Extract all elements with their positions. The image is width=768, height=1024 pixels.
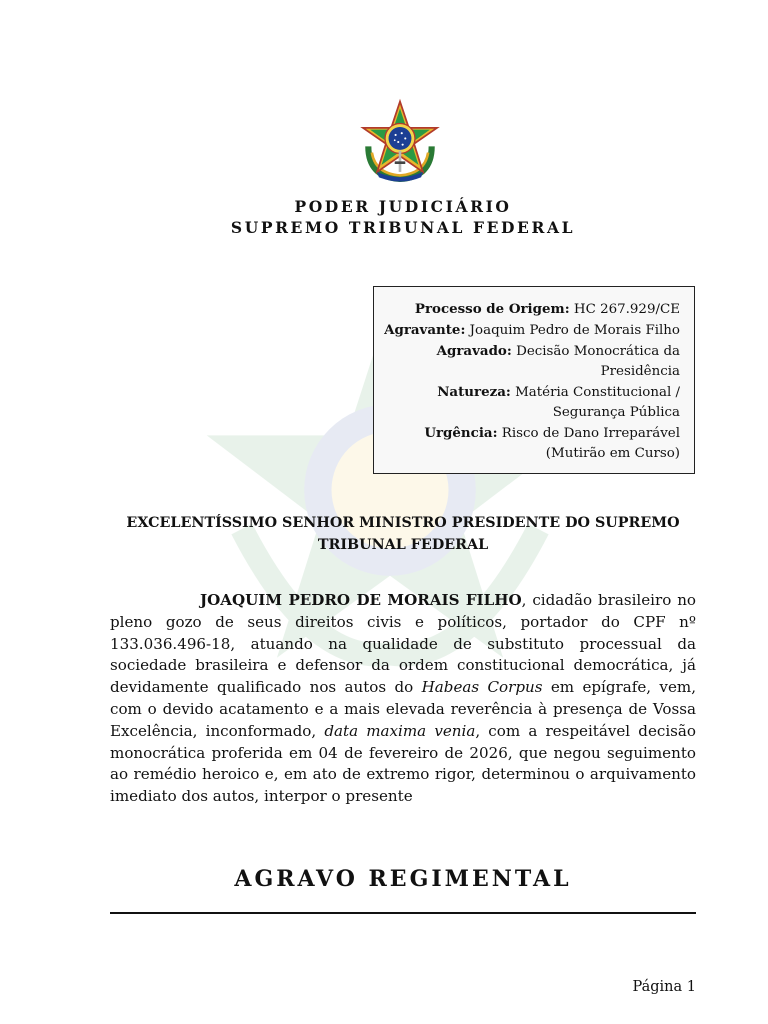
meta-natureza-row <box>384 382 680 403</box>
meta-agravado-row <box>384 341 680 362</box>
process-metadata-box <box>373 286 695 474</box>
meta-agravado-value-cont: Presidência <box>600 364 680 379</box>
meta-agravante-label: Agravante: <box>384 322 466 338</box>
meta-agravante-row <box>384 320 680 341</box>
meta-natureza-value: Matéria Constitucional / <box>515 385 680 400</box>
body-paragraph <box>110 590 696 808</box>
meta-agravado-value: Decisão Monocrática da <box>516 344 680 359</box>
petitioner-name: JOAQUIM PEDRO DE MORAIS FILHO <box>200 591 522 609</box>
body-text-1: , cidadão brasileiro no pleno gozo de seus direitos civis e políticos, portador do CPF nº 133.036.496-18, atuando na qualidade de substituto processual da sociedade brasileira e defensor da ordem constitucional democrática, já devidamente qualificado nos autos do <box>110 591 696 697</box>
addressee-line-1: EXCELENTÍSSIMO SENHOR MINISTRO PRESIDENTE DO SUPREMO <box>126 515 680 531</box>
document-title: AGRAVO REGIMENTAL <box>234 866 572 892</box>
meta-agravante-value: Joaquim Pedro de Morais Filho <box>469 323 680 338</box>
meta-natureza-value-cont: Segurança Pública <box>552 405 680 420</box>
meta-natureza-label: Natureza: <box>437 384 511 400</box>
header-supremo-tribunal: SUPREMO TRIBUNAL FEDERAL <box>230 218 576 237</box>
page-number: Página 1 <box>632 979 696 995</box>
meta-processo-row <box>384 299 680 320</box>
body-italic-venia: data maxima venia <box>324 721 476 740</box>
addressee <box>110 512 696 556</box>
addressee-line-2: TRIBUNAL FEDERAL <box>317 537 489 553</box>
brazil-coat-of-arms-icon <box>356 98 444 186</box>
body-text-3: , com a respeitável decisão monocrática proferida em 04 de fevereiro de 2026, que negou seguimento ao remédio heroico e, em ato de extremo rigor, determinou o arquivamento imediato dos autos, interpor o presente <box>110 721 696 806</box>
meta-agravado-label: Agravado: <box>436 343 512 359</box>
meta-processo-label: Processo de Origem: <box>414 301 570 317</box>
meta-urgencia-row <box>384 423 680 444</box>
meta-urgencia-value: Risco de Dano Irreparável <box>501 426 680 441</box>
meta-urgencia-value-cont: (Mutirão em Curso) <box>545 446 680 461</box>
body-text-2: em epígrafe, vem, com o devido acatamento e a mais elevada reverência à presença de Vossa Excelência, inconformado, <box>110 678 697 740</box>
meta-processo-value: HC 267.929/CE <box>573 302 680 317</box>
body-italic-habeas-corpus: Habeas Corpus <box>421 678 543 697</box>
meta-urgencia-label: Urgência: <box>424 425 498 441</box>
header-poder-judiciario: PODER JUDICIÁRIO <box>294 197 512 216</box>
title-divider <box>110 912 696 914</box>
